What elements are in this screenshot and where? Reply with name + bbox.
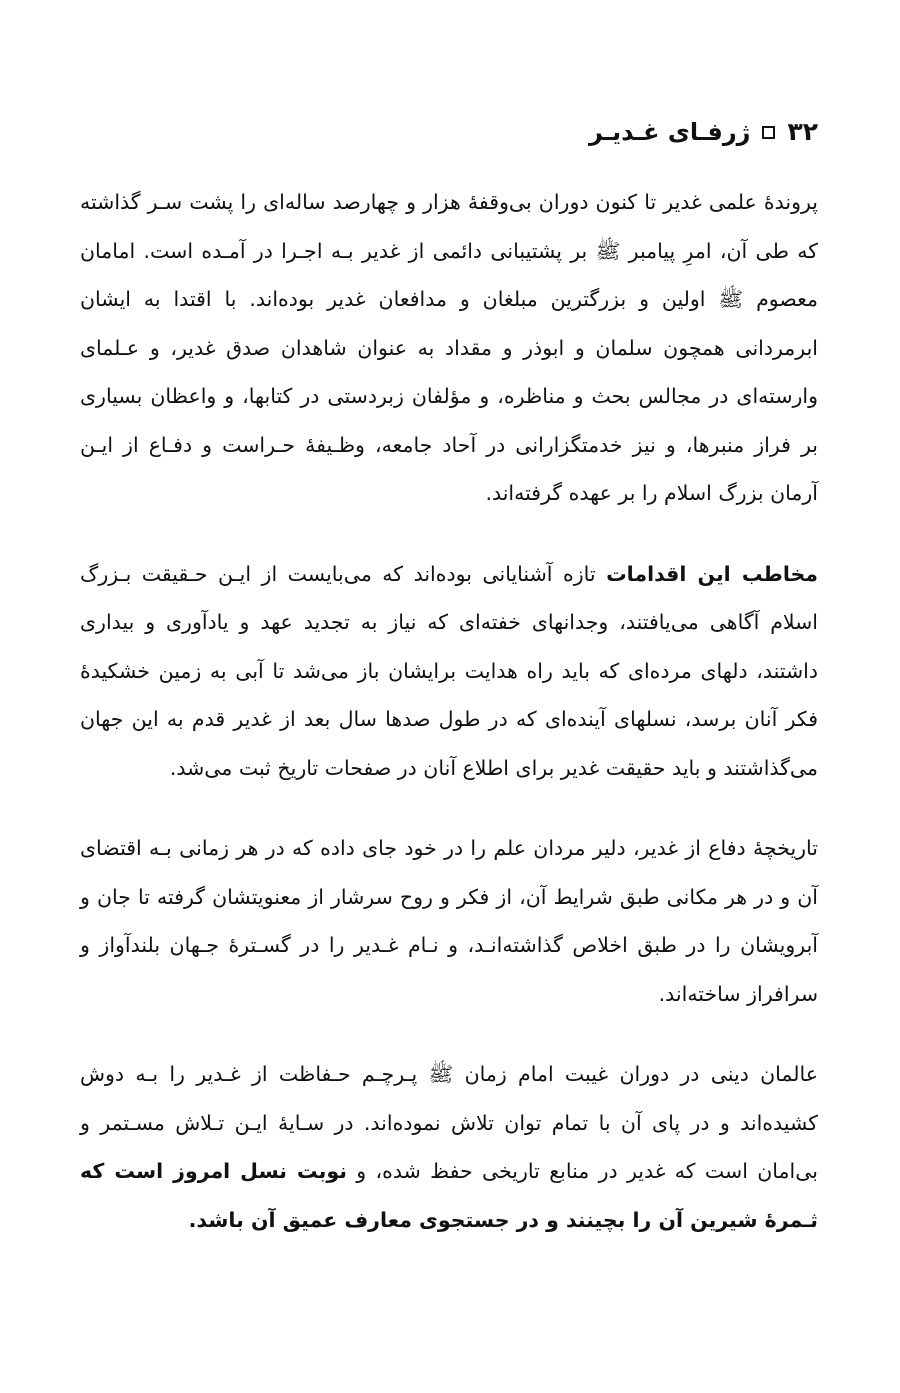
paragraph-3-text: تاریخچهٔ دفاع از غدیر، دلیر مردان علم را در خود جای داده که در هر زمانی بـه اقتضای آن و در هر مکانی طبق شرایط آن، از فکر و روح سرشار از معنویتشان گرفته تا جان و آبرویشان را در طبق اخلاص گذاشته‌انـد، و نـام غـدیر را در گسـترهٔ جـهان بلندآواز و سرافراز ساخته‌اند. bbox=[80, 836, 818, 1006]
paragraph-4 bbox=[80, 1050, 818, 1244]
running-title: ژرفـای غـدیـر bbox=[588, 118, 751, 146]
paragraph-4-bold-tail: نوبت نسل امروز است که ثـمرهٔ شیرین آن را بچینند و در جستجوی معارف عمیق آن باشد. bbox=[80, 1159, 818, 1232]
page-number: ۳۲ bbox=[787, 117, 818, 146]
body-text bbox=[80, 178, 818, 1276]
paragraph-1-text: پروندهٔ علمی غدیر تا کنون دوران بی‌وقفهٔ هزار و چهارصد ساله‌ای را پشت سـر گذاشته که طی آن، امرِ پیامبر ﷺ بر پشتیبانی دائمی از غدیر بـه اجـرا در آمـده است. امامان معصوم ﷺ اولین و بزرگترین مبلغان و مدافعان غدیر بوده‌اند. با اقتدا به ایشان ابرمردانی همچون سلمان و ابوذر و مقداد به عنوان شاهدان صدق غدیر، و عـلمای وارسته‌ای در مجالس بحث و مناظره، و مؤلفان زبردستی در کتابها، و واعظان بسیاری بر فراز منبرها، و نیز خدمتگزارانی در آحاد جامعه، وظـیفهٔ حـراست و دفـاع از ایـن آرمان بزرگ اسلام را بر عهده گرفته‌اند. bbox=[80, 190, 818, 505]
paragraph-4-text: عالمان دینی در دوران غیبت امام زمان ﷺ پـرچـم حـفاظت از غـدیر را بـه دوش کشیده‌اند و در پای آن با تمام توان تلاش نموده‌اند. در سـایهٔ ایـن تـلاش مسـتمر و بی‌امان است که غدیر در منابع تاریخی حفظ شده، و bbox=[80, 1062, 819, 1183]
paragraph-2 bbox=[80, 550, 818, 793]
paragraph-2-text: تازه آشنایانی بوده‌اند که می‌بایست از ایـن حـقیقت بـزرگ اسلام آگاهی می‌یافتند، وجدانهای خفته‌ای که نیاز به تجدید عهد و یادآوری و بیداری داشتند، دلهای مرده‌ای که باید راه هدایت برایشان باز می‌شد تا آبی به زمین خشکیدهٔ فکر آنان برسد، نسلهای آینده‌ای که در طول صدها سال بعد از غدیر قدم به این جهان می‌گذاشتند و باید حقیقت غدیر برای اطلاع آنان در صفحات تاریخ ثبت می‌شد. bbox=[80, 561, 818, 780]
page-header bbox=[82, 112, 818, 152]
paragraph-2-bold-lead: مخاطب این اقدامات bbox=[606, 561, 818, 586]
paragraph-3 bbox=[80, 824, 818, 1018]
header-square-ornament bbox=[762, 126, 775, 139]
paragraph-1 bbox=[80, 178, 818, 518]
